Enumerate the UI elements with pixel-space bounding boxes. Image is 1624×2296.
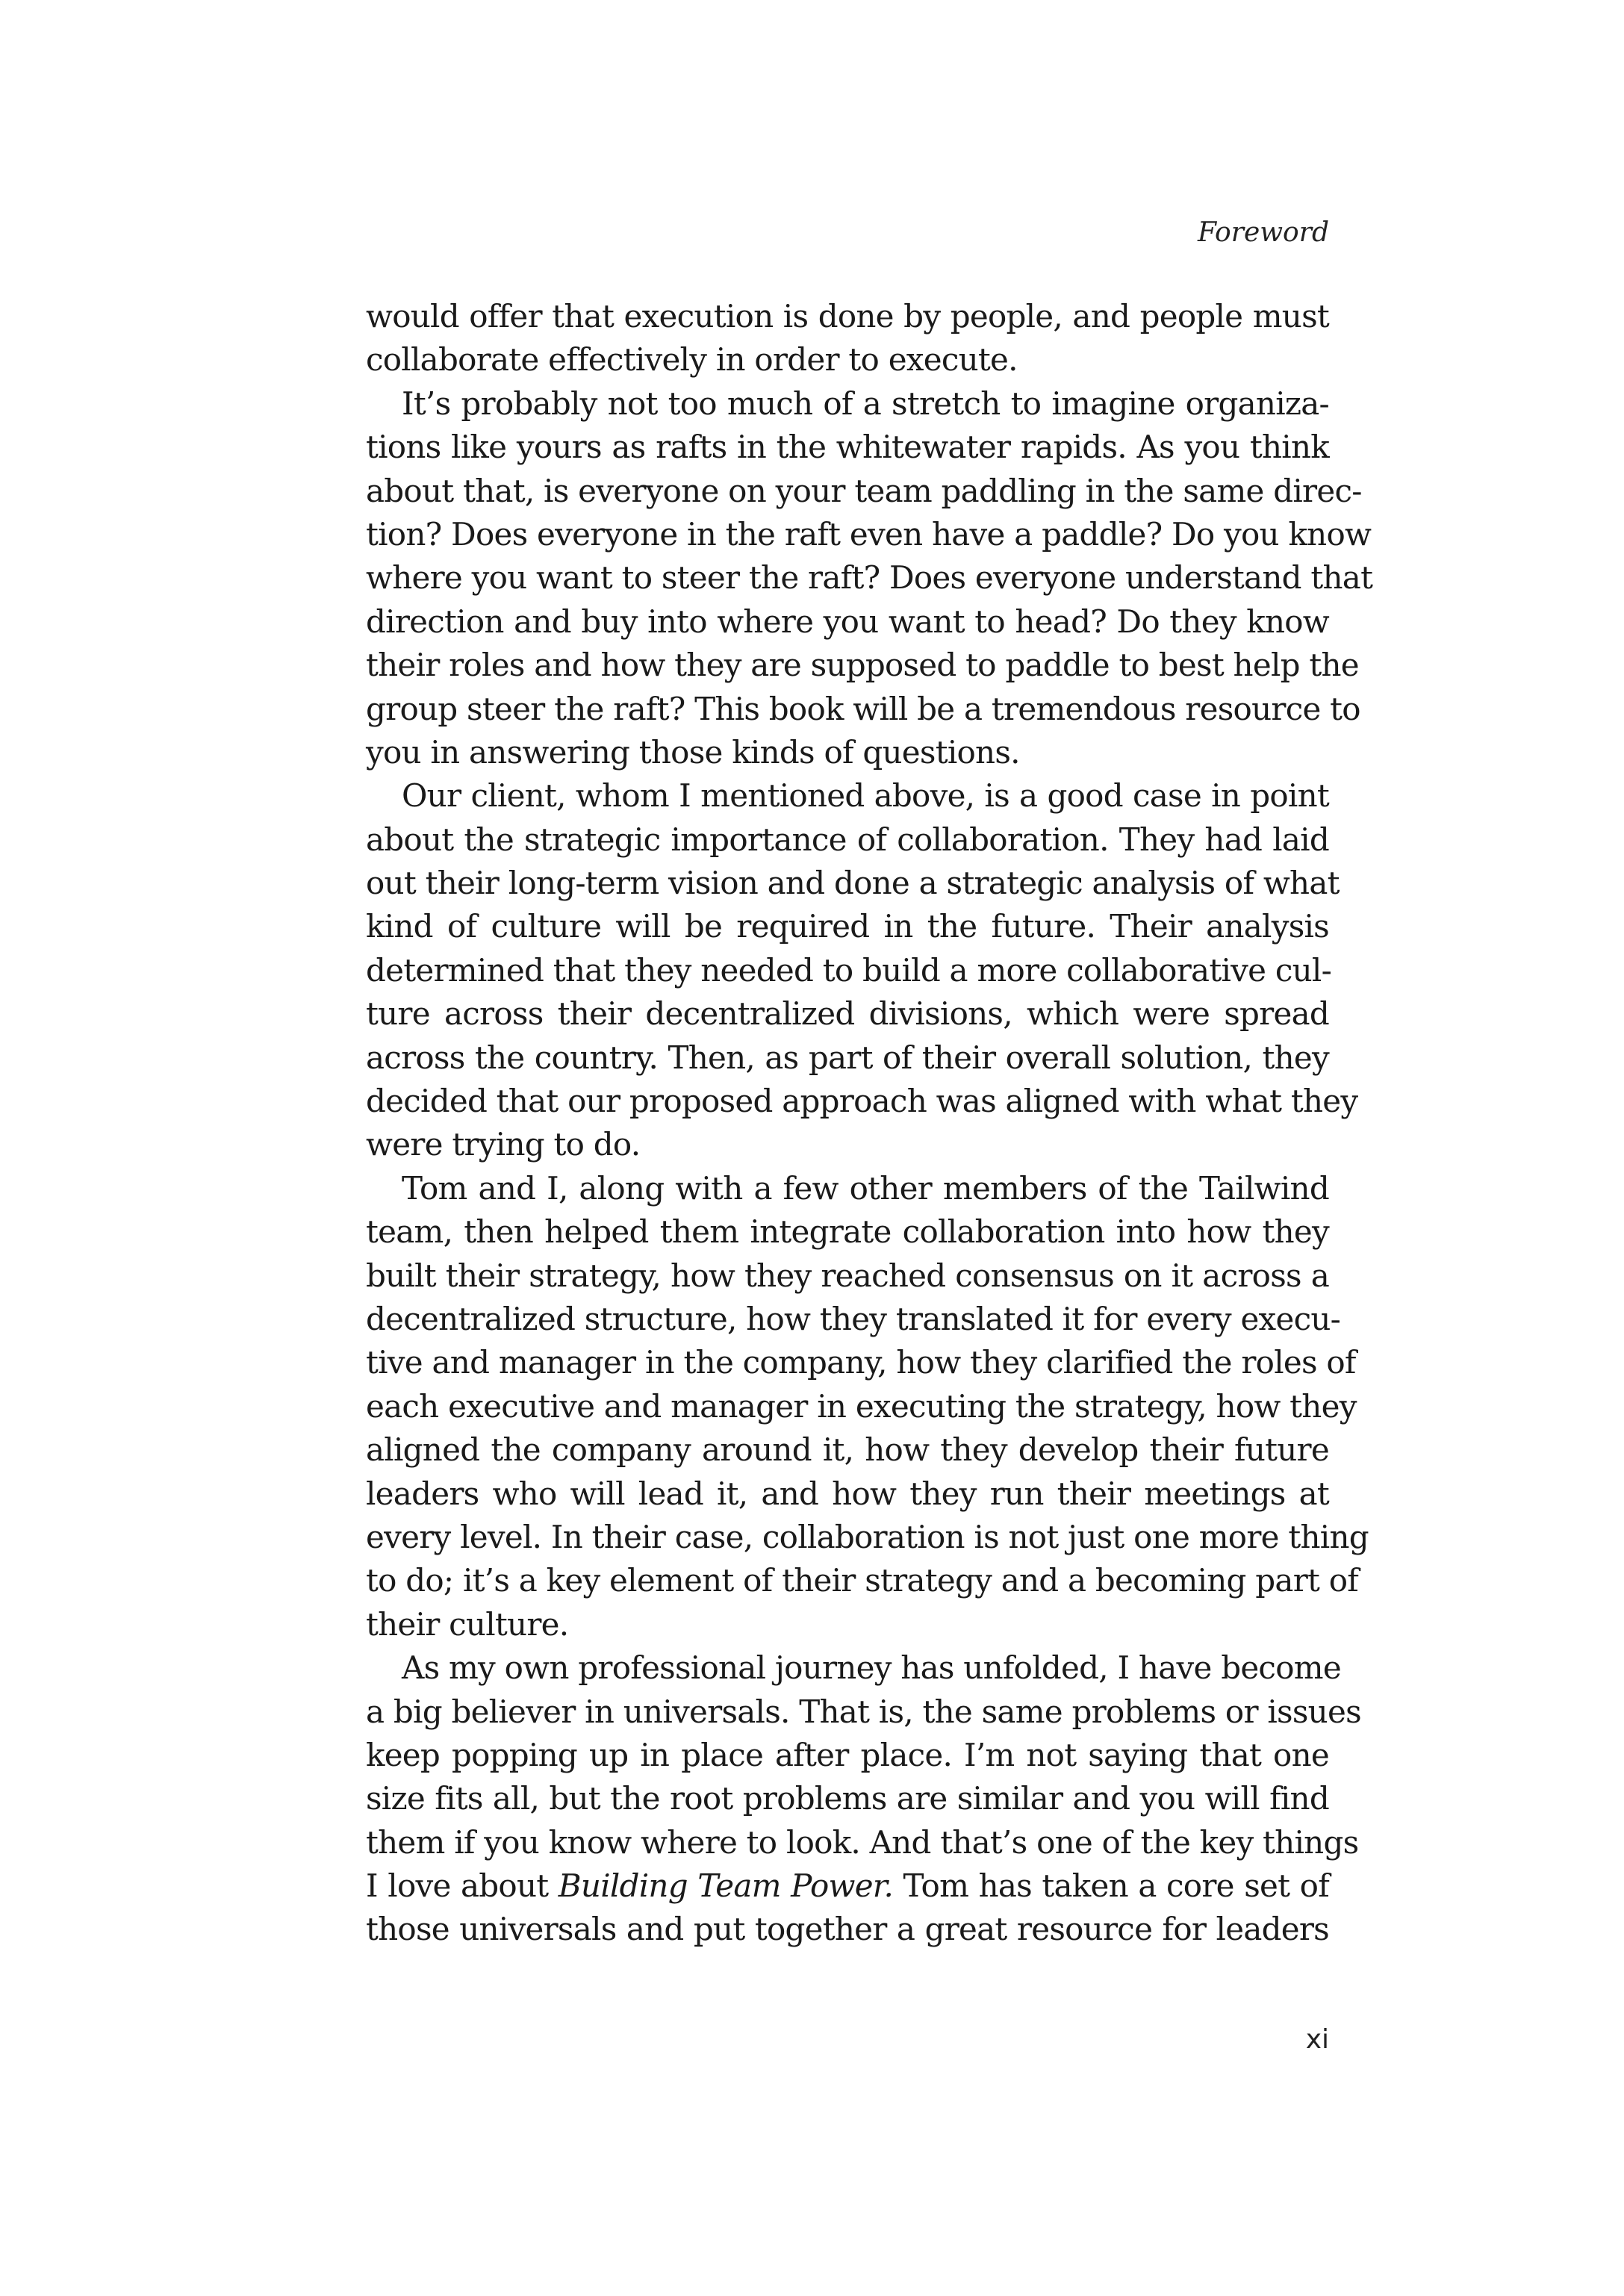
text-line: their culture. <box>366 1605 569 1643</box>
page-number: xi <box>1305 2024 1329 2055</box>
text-line: tive and manager in the company, how they clarified the roles of <box>366 1344 1356 1381</box>
text-line: team, then helped them integrate collaboration into how they <box>366 1213 1329 1251</box>
text-line: decentralized structure, how they translated it for every execu- <box>366 1300 1341 1337</box>
text-line: about that, is everyone on your team paddling in the same direc- <box>366 472 1362 509</box>
text-line: built their strategy, how they reached consensus on it across a <box>366 1257 1329 1294</box>
text-line: a big believer in universals. That is, the same problems or issues <box>366 1693 1361 1730</box>
text-line: would offer that execution is done by people, and people must <box>366 298 1329 335</box>
text-line: As my own professional journey has unfolded, I have become <box>402 1649 1341 1687</box>
book-title: Building Team Power. <box>558 1867 894 1905</box>
text-line: those universals and put together a great resource for leaders <box>366 1911 1329 1948</box>
text-line: size fits all, but the root problems are similar and you will find <box>366 1780 1329 1817</box>
text-line: where you want to steer the raft? Does everyone understand that <box>366 559 1373 597</box>
running-head: Foreword <box>1198 217 1329 248</box>
text-line: them if you know where to look. And that’s one of the key things <box>366 1823 1359 1861</box>
text-line: to do; it’s a key element of their strategy and a becoming part of <box>366 1562 1359 1599</box>
text-line: tions like yours as rafts in the whitewater rapids. As you think <box>366 429 1329 466</box>
text-line: decided that our proposed approach was aligned with what they <box>366 1083 1358 1120</box>
text-line: out their long-term vision and done a strategic analysis of what <box>366 865 1340 902</box>
text-line: tion? Does everyone in the raft even have a paddle? Do you know <box>366 515 1372 553</box>
body-text <box>366 295 1373 1952</box>
paragraph <box>366 1167 1369 1646</box>
paragraph <box>366 295 1329 382</box>
text-line: Our client, whom I mentioned above, is a good case in point <box>402 777 1329 815</box>
text-line: group steer the raft? This book will be a tremendous resource to <box>366 690 1360 727</box>
text-line: across the country. Then, as part of their overall solution, they <box>366 1039 1329 1076</box>
text-line: each executive and manager in executing the strategy, how they <box>366 1387 1357 1425</box>
paragraph <box>366 382 1373 775</box>
text-line: ture across their decentralized divisions, which were spread <box>366 995 1329 1033</box>
text-line: you in answering those kinds of questions. <box>366 733 1020 771</box>
text-line: Tom and I, along with a few other members of the Tailwind <box>402 1169 1329 1207</box>
text-line: every level. In their case, collaboration is not just one more thing <box>366 1518 1369 1555</box>
text-line: kind of culture will be required in the future. Their analysis <box>366 908 1329 945</box>
paragraph <box>366 1646 1361 1952</box>
text-line: collaborate effectively in order to execute. <box>366 341 1018 379</box>
text-line: determined that they needed to build a more collaborative cul- <box>366 951 1332 989</box>
text-line: their roles and how they are supposed to paddle to best help the <box>366 647 1359 684</box>
text-line: were trying to do. <box>366 1126 641 1163</box>
text-line: I love about Building Team Power. Tom has taken a core set of <box>366 1867 1329 1905</box>
text-line: about the strategic importance of collaboration. They had laid <box>366 821 1329 858</box>
text-line: leaders who will lead it, and how they run their meetings at <box>366 1475 1329 1512</box>
text-line: aligned the company around it, how they develop their future <box>366 1431 1329 1469</box>
text-line: It’s probably not too much of a stretch to imagine organiza- <box>402 385 1329 422</box>
text-line: direction and buy into where you want to head? Do they know <box>366 603 1329 640</box>
paragraph <box>366 774 1358 1167</box>
text-line: keep popping up in place after place. I’m not saying that one <box>366 1736 1329 1773</box>
